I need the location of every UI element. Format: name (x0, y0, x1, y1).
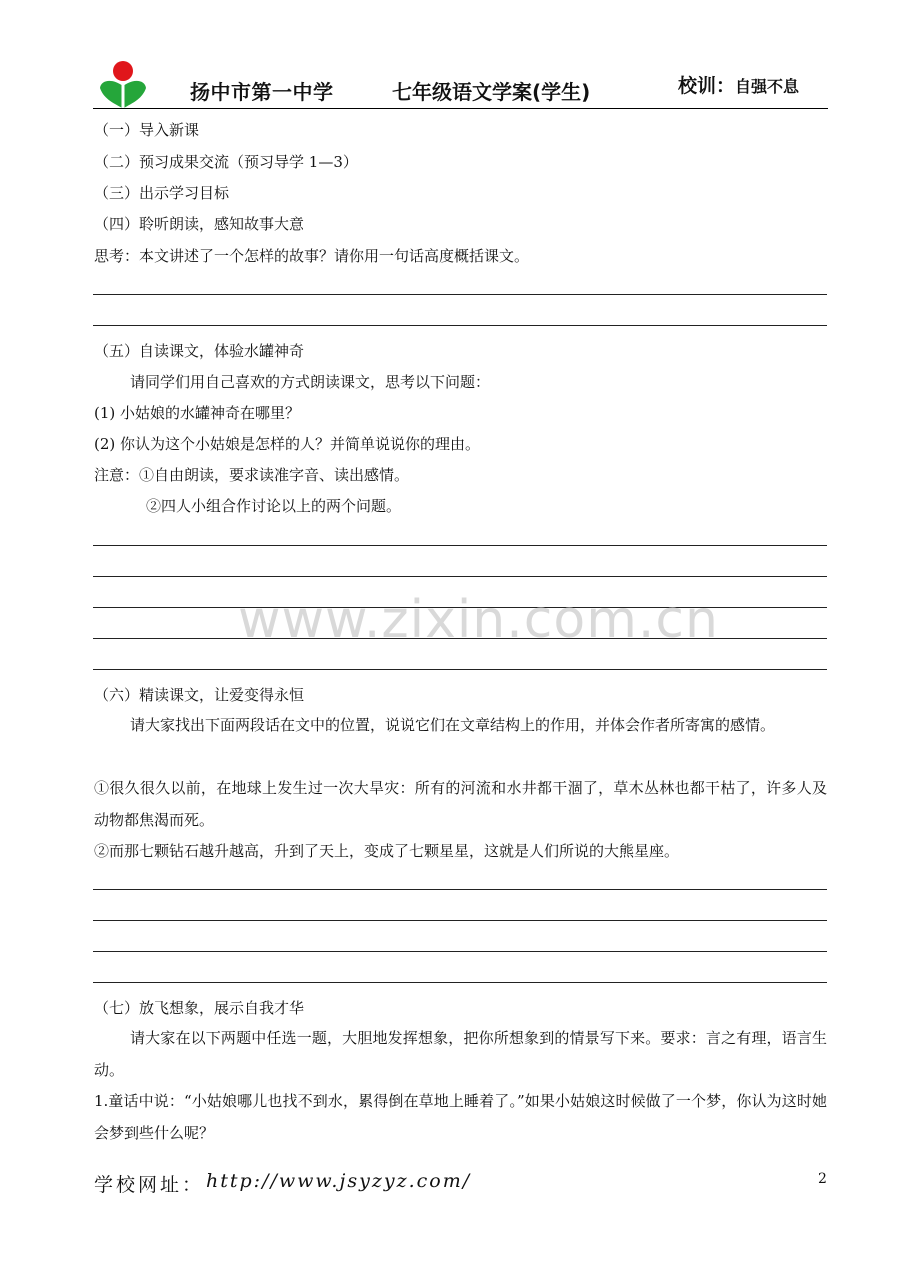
section-6-passage-1: ①很久很久以前，在地球上发生过一次大旱灾：所有的河流和水井都干涸了，草木丛林也都干枯了，许多人及动物都焦渴而死。 (94, 779, 827, 829)
section-7-heading: （七）放飞想象，展示自我才华 (94, 999, 305, 1017)
section-5-heading: （五）自读课文，体验水罐神奇 (94, 342, 305, 360)
section-7-question-1: 1.童话中说：“小姑娘哪儿也找不到水，累得倒在草地上睡着了。”如果小姑娘这时候做了一个梦，你认为这时她会梦到些什么呢？ (94, 1092, 827, 1142)
document-title: 七年级语文学案(学生) (392, 80, 591, 104)
header-divider (93, 108, 828, 109)
section-2-heading: （二）预习成果交流（预习导学 1—3） (94, 153, 358, 171)
section-5-intro: 请同学们用自己喜欢的方式朗读课文，思考以下问题： (130, 373, 491, 391)
section-4-heading: （四）聆听朗读，感知故事大意 (94, 215, 305, 233)
school-logo-icon (98, 60, 148, 112)
answer-line[interactable] (93, 325, 827, 326)
section-1-heading: （一）导入新课 (94, 121, 200, 139)
answer-line[interactable] (93, 982, 827, 983)
answer-line[interactable] (93, 889, 827, 890)
section-7-intro: 请大家在以下两题中任选一题，大胆地发挥想象，把你所想象到的情景写下来。要求：言之有理，语言生动。 (94, 1029, 827, 1079)
answer-line[interactable] (93, 951, 827, 952)
motto-value: 自强不息 (735, 77, 800, 96)
answer-line[interactable] (93, 669, 827, 670)
footer-website-label: 学校网址： (94, 1174, 205, 1196)
section-6-passage-2: ②而那七颗钻石越升越高，升到了天上，变成了七颗星星，这就是人们所说的大熊星座。 (94, 842, 680, 860)
section-5-question-2: (2) 你认为这个小姑娘是怎样的人？并简单说说你的理由。 (94, 435, 481, 453)
motto-label: 校训： (678, 75, 736, 97)
school-motto (678, 71, 799, 98)
school-name: 扬中市第一中学 (190, 80, 334, 104)
section-4-question: 思考：本文讲述了一个怎样的故事？请你用一句话高度概括课文。 (94, 247, 530, 265)
answer-line[interactable] (93, 294, 827, 295)
watermark: www.zixin.com.cn (238, 590, 719, 650)
section-5-question-1: (1) 小姑娘的水罐神奇在哪里？ (94, 404, 301, 422)
answer-line[interactable] (93, 920, 827, 921)
section-6-heading: （六）精读课文，让爱变得永恒 (94, 686, 305, 704)
section-6-intro: 请大家找出下面两段话在文中的位置，说说它们在文章结构上的作用，并体会作者所寄寓的感情。 (130, 716, 776, 734)
section-5-note-1: 注意：①自由朗读，要求读准字音、读出感情。 (94, 466, 410, 484)
answer-line[interactable] (93, 545, 827, 546)
page-number: 2 (818, 1171, 827, 1187)
section-3-heading: （三）出示学习目标 (94, 184, 230, 202)
answer-line[interactable] (93, 576, 827, 577)
section-5-note-2: ②四人小组合作讨论以上的两个问题。 (146, 497, 402, 515)
footer-website-link[interactable]: http://www.jsyzyz.com/ (206, 1170, 472, 1192)
